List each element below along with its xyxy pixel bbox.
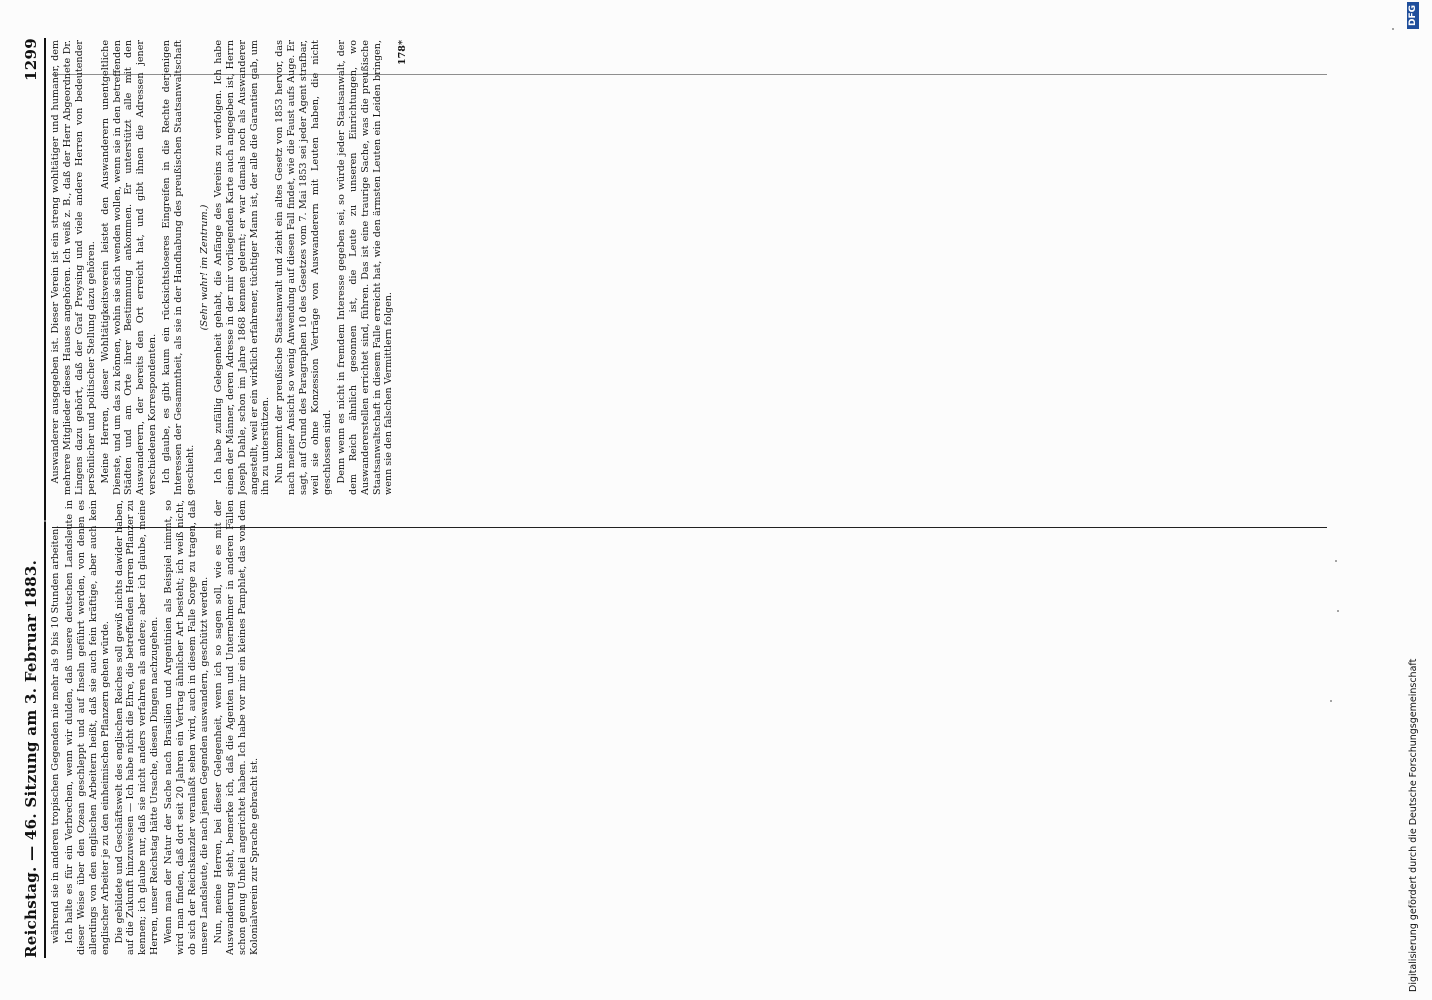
paragraph: Denn wenn es nicht in fremdem Interesse gegeben sei, so würde jeder Staatsanwalt, der dem Reich ähnlich gesonnen ist, die Leute zu unseren Einrichtungen, wo Auswandererstellen errichtet sind, führen. Das ist eine traurige Sache, was die preußische Staatsanwaltschaft in diesem Falle erreicht hat, wie den ärmsten Leuten ein Leiden bringen, wenn sie den falschen Vermittlern folgen.	[335, 40, 395, 495]
left-column	[50, 500, 450, 955]
paragraph: Meine Herren, dieser Wohltätigkeitsverein leistet den Auswanderern unentgeltliche Dienste, und um das zu können, wohin sie sich wenden wollen, wenn sie in den betreffenden Städten und am Orte ihrer Bestimmung ankommen. Er unterstützt alle mit den Auswanderern, der bereits den Ort erreicht hat, und gibt ihnen die Adressen jener verschiedenen Korrespondenten.	[99, 40, 159, 495]
header-title: Reichstag. — 46. Sitzung am 3. Februar 1883.	[22, 559, 40, 958]
header-rule	[44, 38, 46, 958]
paragraph: Ich glaube, es gibt kaum ein rücksichtsloseres Eingreifen in die Rechte derjenigen Interessen der Gesammtheit, als sie in der Handhabung des preußischen Staatsanwaltschaft geschieht.	[161, 40, 196, 495]
paragraph: Die gebildete und Geschäftswelt des englischen Reiches soll gewiß nichts dawider haben, auf die Zukunft hinzuweisen — Ich habe nicht die Ehre, die betreffenden Herren Pflanzer zu kennen; ich glaube nur, daß sie nicht anders verfahren als andere; aber ich glaube, meine Herren, unser Reichstag hätte Ursache, diesen Dingen nachzugehen.	[113, 500, 161, 955]
dfg-logo: DFG	[1407, 2, 1419, 29]
paragraph: während sie in anderen tropischen Gegenden nie mehr als 9 bis 10 Stunden arbeiten.	[50, 525, 61, 944]
paragraph: Nun kommt der preußische Staatsanwalt und zieht ein altes Gesetz von 1853 hervor, das nach meiner Ansicht so wenig Anwendung auf diesen Fall findet, wie die Faust aufs Auge. Er sagt, auf Grund des Paragraphen 10 des Gesetzes vom 7. Mai 1853 sei jeder Agent strafbar, weil sie ohne Konzession Verträge von Auswanderern mit Leuten haben, die nicht geschlossen sind.	[274, 40, 333, 495]
right-column	[50, 40, 450, 495]
paragraph: Ich halte es für ein Verbrechen, wenn wir dulden, daß unsere deutschen Landsleute in dieser Weise über den Ozean geschleppt und auf Inseln geführt werden, von denen es allerdings von den englischen Arbeitern heißt, daß sie auch fein kräftige, aber auch kein englischer Arbeiter je zu den einheimischen Pflanzern gehen würde.	[63, 500, 111, 955]
page-header	[22, 38, 46, 958]
digitization-text: Digitalisierung gefördert durch die Deutsche Forschungsgemeinschaft	[1407, 658, 1419, 992]
digitization-note	[1407, 2, 1419, 992]
interjection: (Sehr wahr! im Zentrum.)	[198, 204, 210, 331]
sheet-mark: 178*	[397, 40, 409, 66]
page-number: 1299	[22, 38, 40, 81]
paragraph: Nun, meine Herren, bei dieser Gelegenheit, wenn ich so sagen soll, wie es mit der Auswanderung steht, bemerke ich, daß die Agenten und Unternehmer in anderen Fällen schon genug Unheil angerichtet haben. Ich habe vor mir ein kleines Pamphlet, das von dem Kolonialverein zur Sprache gebracht ist.	[212, 500, 260, 955]
paragraph: Auswanderer ausgegeben ist. Dieser Verein ist ein streng wohltätiger und humaner, dem mehrere Mitglieder dieses Hauses angehören. Ich weiß z. B., daß der Herr Abgeordnete Dr. Lingens dazu gehört, daß der Graf Preysing und viele andere Herren von bedeutender persönlicher und politischer Stellung dazu gehören.	[50, 40, 97, 495]
paragraph: Ich habe zufällig Gelegenheit gehabt, die Anfänge des Vereins zu verfolgen. Ich habe einen der Männer, deren Adresse in der mir vorliegenden Karte auch angegeben ist, Herrn Joseph Dahle, schon im Jahre 1868 kennen gelernt; er war damals noch als Auswanderer angestellt, weil er ein wirklich erfahrener, tüchtiger Mann ist, der alle die Garantien gab, um ihn zu unterstützen.	[212, 40, 272, 495]
paragraph: Wenn man der Natur der Sache nach Brasilien und Argentinien als Beispiel nimmt, so wird man finden, daß dort seit 20 Jahren ein Vertrag ähnlicher Art besteht; ich weiß nicht, ob sich der Reichskanzler veranlaßt sehen wird, auch in diesem Falle Sorge zu tragen, daß unsere Landsleute, die nach jenen Gegenden auswandern, geschützt werden.	[163, 500, 210, 955]
